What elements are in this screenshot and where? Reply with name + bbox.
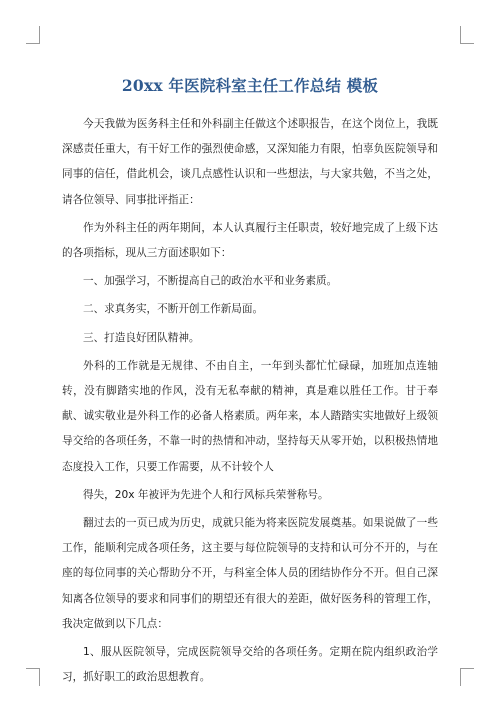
paragraph: 外科的工作就是无规律、不由自主，一年到头都忙忙碌碌，加班加点连轴转，没有脚踏实地的作风，没有无私奉献的精神，真是难以胜任工作。甘于奉献、诚实敬业是外科工作的必备人格素质。两年来，本人踏踏实实地做好上级领导交给的各项任务，不靠一时的热情和冲动，坚持每天从零开始，以积极热情地态度投入工作，只要工作需要，从不计较个人 [62, 359, 438, 473]
paragraph: 二、求真务实，不断开创工作新局面。 [83, 303, 264, 316]
document-title: 20xx 年医院科室主任工作总结 模板 [121, 76, 379, 96]
paragraph: 一、加强学习，不断提高自己的政治水平和业务素质。 [83, 275, 338, 288]
crop-mark-top-right [460, 26, 461, 44]
crop-mark-bottom-right [460, 668, 461, 686]
paragraph: 得失，20x 年被评为先进个人和行风标兵荣誉称号。 [83, 488, 329, 501]
crop-mark-bottom-left [39, 668, 40, 686]
document-body [62, 112, 438, 693]
crop-mark-top-left [26, 43, 40, 44]
paragraph: 三、打造良好团队精神。 [83, 331, 200, 344]
paragraph: 今天我做为医务科主任和外科副主任做这个述职报告，在这个岗位上，我既深感责任重大，有干好工作的强烈使命感，又深知能力有限，怕辜负医院领导和同事的信任，借此机会，谈几点感性认识和一些想法，与大家共勉，不当之处，请各位领导、同事批评指正： [62, 118, 438, 206]
crop-mark-bottom-left [26, 668, 40, 669]
crop-mark-top-right [460, 43, 474, 44]
crop-mark-top-left [39, 26, 40, 44]
paragraph: 翻过去的一页已成为历史，成就只能为将来医院发展奠基。如果说做了一些工作，能顺利完成各项任务，这主要与每位院领导的支持和认可分不开的，与在座的每位同事的关心帮助分不开，与科室全体人员的团结协作分不开。但自己深知离各位领导的要求和同事们的期望还有很大的差距，做好医务科的管理工作，我决定做到以下几点： [62, 517, 438, 630]
crop-mark-bottom-right [460, 668, 474, 669]
paragraph: 作为外科主任的两年期间，本人认真履行主任职责，较好地完成了上级下达的各项指标，现从三方面述职如下： [62, 221, 438, 260]
paragraph: 1、服从医院领导，完成医院领导交给的各项任务。定期在院内组织政治学习，抓好职工的政治思想教育。 [62, 646, 438, 684]
